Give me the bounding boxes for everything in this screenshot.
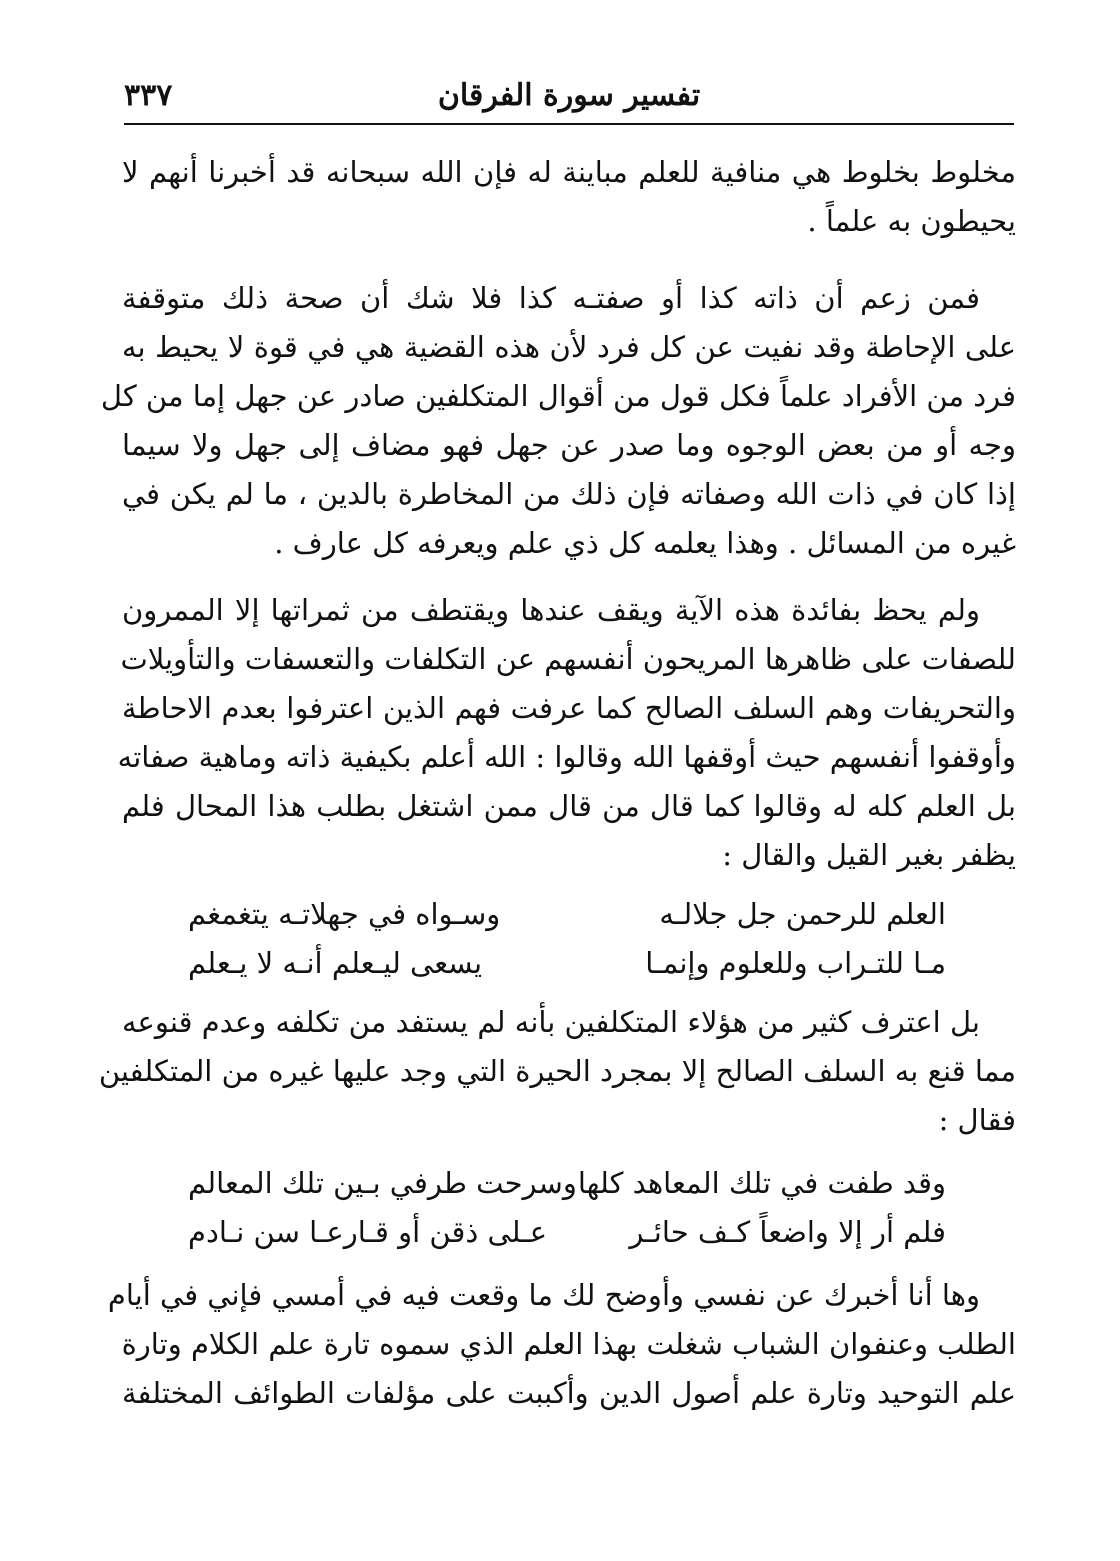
paragraph-1 xyxy=(122,148,1016,246)
verse-line xyxy=(122,1208,1016,1257)
verse-line xyxy=(122,890,1016,939)
page-number: ٣٣٧ xyxy=(124,78,173,113)
paragraph-2 xyxy=(100,274,1016,568)
text-line: بل اعترف كثير من هؤلاء المتكلفين بأنه لم يستفد من تكلفه وعدم قنوعه xyxy=(122,1005,980,1039)
text-line: بل العلم كله له وقالوا كما قال من قال ممن اشتغل بطلب هذا المحال فلم xyxy=(122,789,1016,823)
first-hemistich: وقد طفت في تلك المعاهد كلها xyxy=(577,1166,946,1200)
poem-1 xyxy=(122,890,1016,988)
text-line: فقال : xyxy=(938,1103,1016,1137)
first-hemistich: فلم أر إلا واضعاً كـف حائـر xyxy=(629,1215,946,1249)
text-line: ولم يحظ بفائدة هذه الآية ويقف عندها ويقتطف من ثمراتها إلا الممرون xyxy=(122,593,980,627)
text-line: وجه أو من بعض الوجوه وما صدر عن جهل فهو مضاف إلى جهل ولا سيما xyxy=(122,428,1016,462)
text-line: وأوقفوا أنفسهم حيث أوقفها الله وقالوا : الله أعلم بكيفية ذاته وماهية صفاته xyxy=(117,740,1016,774)
text-line: مخلوط بخلوط هي منافية للعلم مباينة له فإن الله سبحانه قد أخبرنا أنهم لا xyxy=(122,155,1016,189)
text-line: يحيطون به علماً . xyxy=(807,204,1016,238)
poem-2 xyxy=(122,1159,1016,1257)
text-line: فمن زعم أن ذاته كذا أو صفتـه كذا فلا شك أن صحة ذلك متوقفة xyxy=(122,281,980,315)
page-header xyxy=(124,76,1014,120)
text-line: غيره من المسائل . وهذا يعلمه كل ذي علم ويعرفه كل عارف . xyxy=(274,526,1016,560)
second-hemistich: عـلى ذقن أو قـارعـا سن نـادم xyxy=(188,1215,548,1249)
verse-line xyxy=(122,1159,1016,1208)
text-line: الطلب وعنفوان الشباب شغلت بهذا العلم الذي سموه تارة علم الكلام وتارة xyxy=(121,1327,1016,1361)
text-line: فرد من الأفراد علماً فكل قول من أقوال المتكلفين صادر عن جهل إما من كل xyxy=(100,379,1016,413)
paragraph-4 xyxy=(98,998,1016,1145)
second-hemistich: وسرحت طرفي بـين تلك المعالم xyxy=(188,1166,577,1200)
text-line: على الإحاطة وقد نفيت عن كل فرد لأن هذه القضية هي في قوة لا يحيط به xyxy=(122,330,1016,364)
second-hemistich: يسعى ليـعلم أنـه لا يـعلم xyxy=(188,946,483,980)
first-hemistich: مـا للتـراب وللعلوم وإنمـا xyxy=(645,946,946,980)
first-hemistich: العلم للرحمن جل جلالـه xyxy=(659,897,946,931)
paragraph-5 xyxy=(107,1271,1016,1418)
running-title: تفسير سورة الفرقان xyxy=(437,78,701,113)
paragraph-3 xyxy=(117,586,1016,880)
text-line: وها أنا أخبرك عن نفسي وأوضح لك ما وقعت فيه في أمسي فإني في أيام xyxy=(107,1278,980,1312)
second-hemistich: وسـواه في جهلاتـه يتغمغم xyxy=(188,897,501,931)
verse-line xyxy=(122,939,1016,988)
text-line: يظفر بغير القيل والقال : xyxy=(722,838,1016,872)
text-line: علم التوحيد وتارة علم أصول الدين وأكببت على مؤلفات الطوائف المختلفة xyxy=(122,1376,1016,1410)
text-line: والتحريفات وهم السلف الصالح كما عرفت فهم الذين اعترفوا بعدم الاحاطة xyxy=(122,691,1016,725)
header-rule xyxy=(124,123,1014,125)
page-body xyxy=(98,148,1016,1418)
text-line: إذا كان في ذات الله وصفاته فإن ذلك من المخاطرة بالدين ، ما لم يكن في xyxy=(122,477,1016,511)
text-line: مما قنع به السلف الصالح إلا بمجرد الحيرة التي وجد عليها غيره من المتكلفين xyxy=(98,1054,1016,1088)
text-line: للصفات على ظاهرها المريحون أنفسهم عن التكلفات والتعسفات والتأويلات xyxy=(120,642,1016,676)
